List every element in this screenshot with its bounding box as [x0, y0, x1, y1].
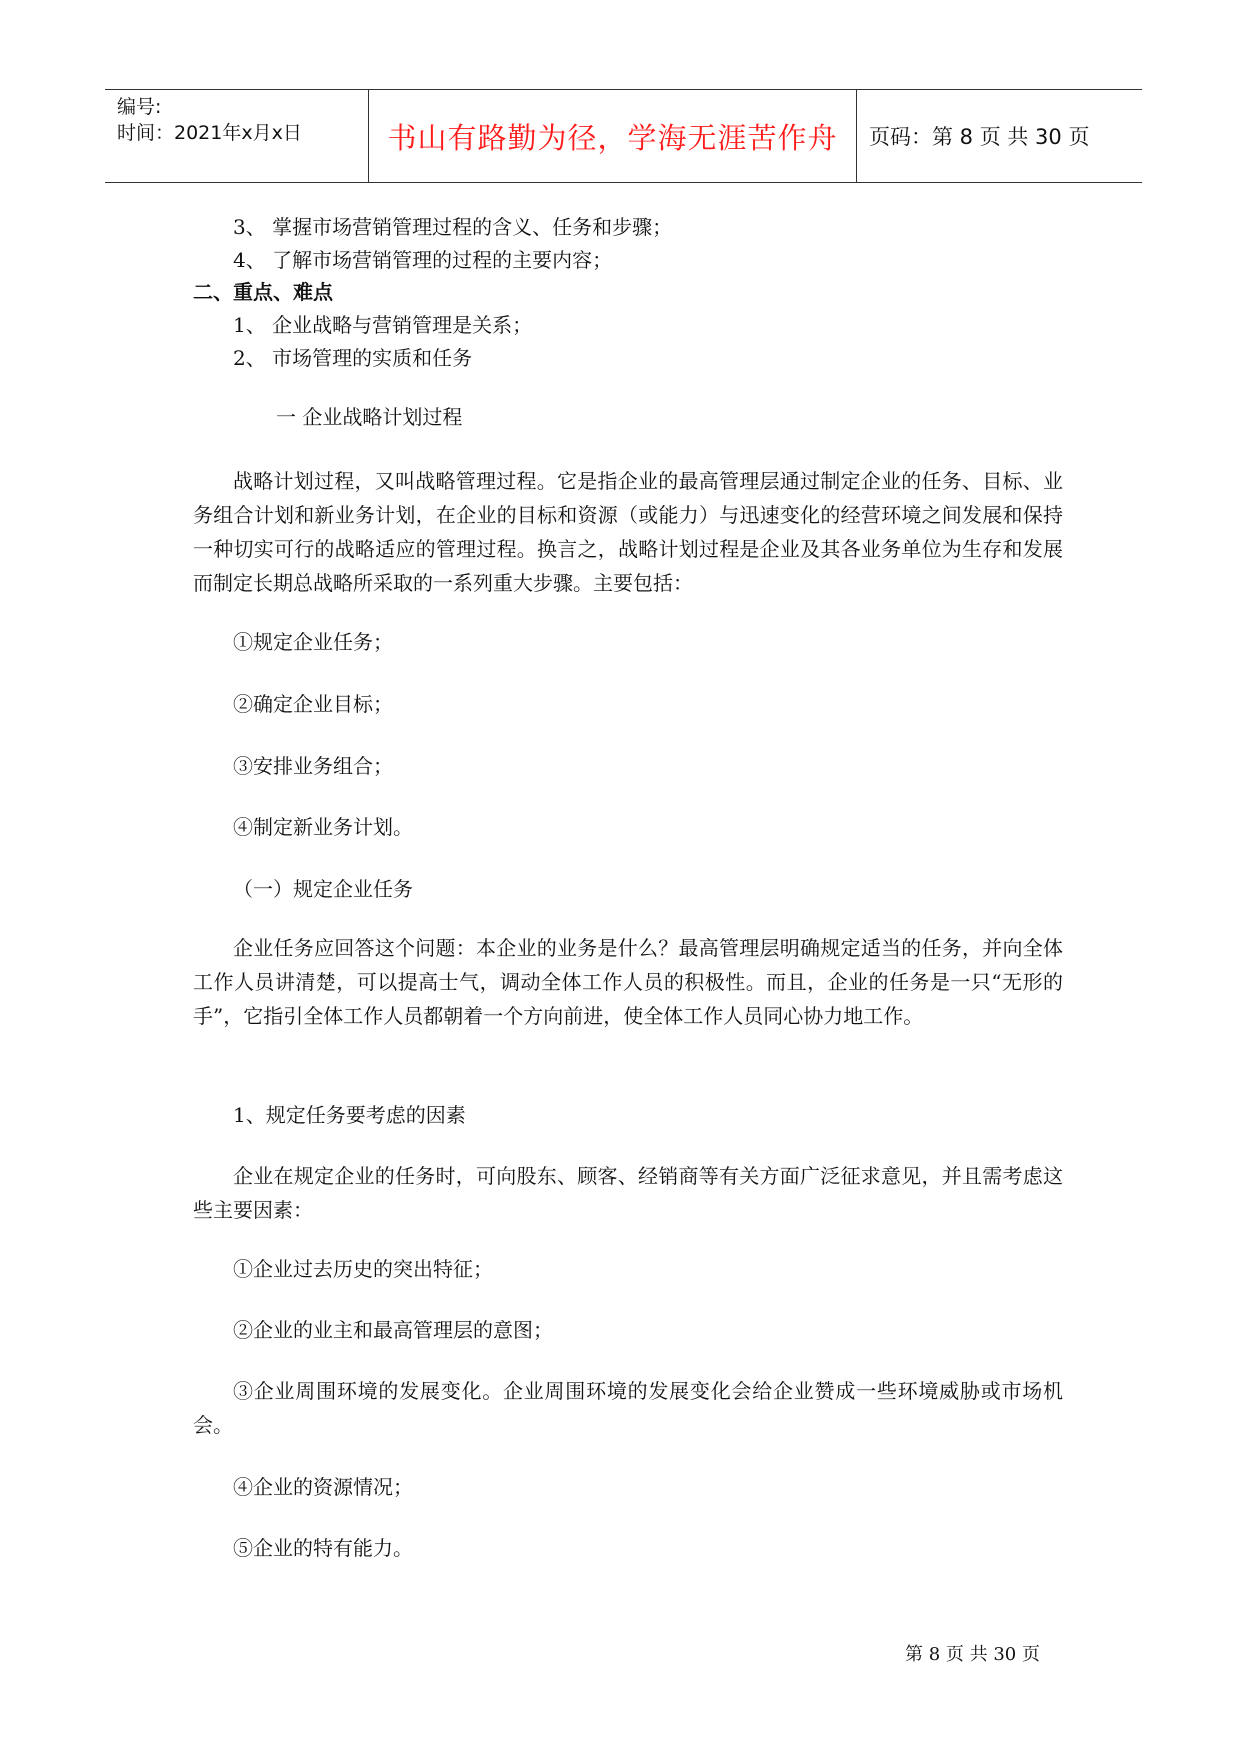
page-footer: 第 8 页 共 30 页	[905, 1644, 1040, 1665]
key-point-item-2: 2、 市场管理的实质和任务	[233, 346, 473, 370]
section-title: 一 企业战略计划过程	[276, 405, 463, 429]
step-item-3: ③安排业务组合；	[233, 754, 393, 778]
factor-item-2: ②企业的业主和最高管理层的意图；	[233, 1318, 553, 1342]
header-meta-cell	[105, 90, 369, 182]
document-number-label: 编号:	[117, 96, 162, 118]
step-item-1: ①规定企业任务；	[233, 630, 393, 654]
step-item-4: ④制定新业务计划。	[233, 815, 413, 839]
document-time-label: 时间：2021年x月x日	[117, 122, 302, 144]
page-header	[105, 89, 1142, 183]
factors-title: 1、规定任务要考虑的因素	[233, 1103, 466, 1127]
factor-item-5: ⑤企业的特有能力。	[233, 1536, 413, 1560]
objective-item-4: 4、 了解市场营销管理的过程的主要内容；	[233, 248, 613, 272]
key-point-item-1: 1、 企业战略与营销管理是关系；	[233, 313, 533, 337]
subsection-title: （一）规定企业任务	[233, 877, 413, 901]
factor-item-4: ④企业的资源情况；	[233, 1475, 413, 1499]
section-intro-paragraph: 战略计划过程，又叫战略管理过程。它是指企业的最高管理层通过制定企业的任务、目标、业务组合计划和新业务计划，在企业的目标和资源（或能力）与迅速变化的经营环境之间发展和保持一种切实可行的战略适应的管理过程。换言之，战略计划过程是企业及其各业务单位为生存和发展而制定长期总战略所采取的一系列重大步骤。主要包括：	[193, 469, 1063, 595]
key-points-heading: 二、重点、难点	[193, 280, 333, 304]
factor-item-3: ③企业周围环境的发展变化。企业周围环境的发展变化会给企业赞成一些环境威胁或市场机会。	[193, 1379, 1063, 1437]
subsection-body-paragraph: 企业任务应回答这个问题：本企业的业务是什么？最高管理层明确规定适当的任务，并向全体工作人员讲清楚，可以提高士气，调动全体工作人员的积极性。而且，企业的任务是一只“无形的手”，它指引全体工作人员都朝着一个方向前进，使全体工作人员同心协力地工作。	[193, 936, 1063, 1028]
factor-item-1: ①企业过去历史的突出特征；	[233, 1257, 493, 1281]
objective-item-3: 3、 掌握市场营销管理过程的含义、任务和步骤；	[233, 215, 673, 239]
header-page-label: 页码：第 8 页 共 30 页	[869, 125, 1090, 149]
header-motto: 书山有路勤为径，学海无涯苦作舟	[369, 90, 857, 182]
step-item-2: ②确定企业目标；	[233, 692, 393, 716]
factors-intro-paragraph: 企业在规定企业的任务时，可向股东、顾客、经销商等有关方面广泛征求意见，并且需考虑这些主要因素：	[193, 1164, 1063, 1222]
